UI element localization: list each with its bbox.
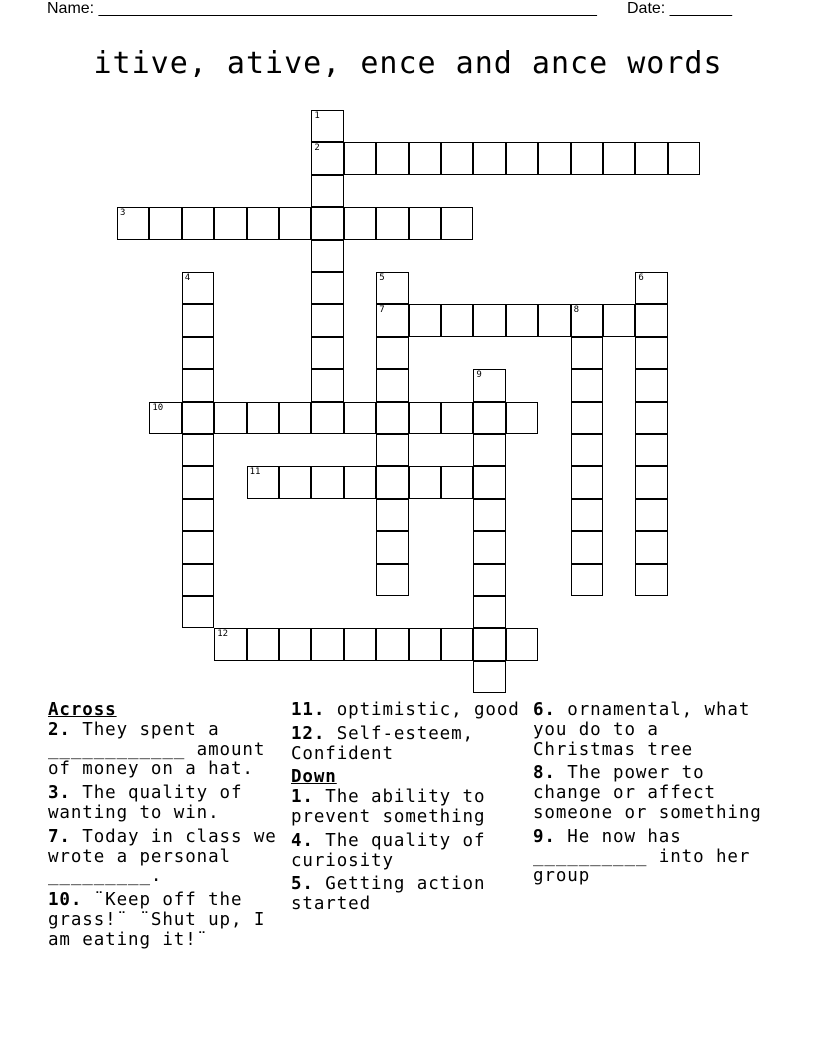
crossword-cell[interactable] [506,304,538,336]
crossword-cell[interactable] [635,402,667,434]
crossword-cell[interactable] [182,434,214,466]
date-field-label[interactable]: Date: _______ [627,0,732,17]
crossword-cell[interactable] [571,337,603,369]
crossword-cell[interactable] [571,564,603,596]
crossword-cell[interactable] [247,207,279,239]
clue-item: 5. Getting action started [291,874,486,915]
crossword-cell[interactable] [441,304,473,336]
crossword-cell[interactable] [182,304,214,336]
crossword-cell[interactable] [311,175,343,207]
clue-item: 9. He now has __________ into her group [533,826,751,887]
crossword-cell[interactable] [311,272,343,304]
crossword-cell[interactable] [441,466,473,498]
crossword-cell[interactable] [571,499,603,531]
crossword-cell[interactable] [376,499,408,531]
down-heading: Down [291,767,337,788]
crossword-cell[interactable] [473,628,505,660]
crossword-cell[interactable] [149,402,181,434]
clue-item: 10. ¨Keep off the grass!¨ ¨Shut up, I am eating it!¨ [48,890,266,950]
crossword-cell[interactable] [279,466,311,498]
crossword-cell[interactable] [635,304,667,336]
crossword-cell[interactable] [182,337,214,369]
crossword-cell[interactable] [473,434,505,466]
crossword-cell[interactable] [344,466,376,498]
crossword-cell[interactable] [376,337,408,369]
crossword-cell[interactable] [311,304,343,336]
crossword-cell[interactable] [311,142,343,174]
crossword-cell[interactable] [635,369,667,401]
crossword-cell[interactable] [506,142,538,174]
crossword-cell[interactable] [311,240,343,272]
crossword-cell[interactable] [279,402,311,434]
crossword-cell[interactable] [571,142,603,174]
crossword-cell[interactable] [247,466,279,498]
crossword-cell[interactable] [409,142,441,174]
crossword-cell[interactable] [214,402,246,434]
crossword-cell[interactable] [214,628,246,660]
crossword-cell[interactable] [182,402,214,434]
across-heading: Across [48,700,117,720]
crossword-cell[interactable] [473,564,505,596]
crossword-cell[interactable] [635,499,667,531]
crossword-cell[interactable] [376,304,408,336]
crossword-cell[interactable] [311,369,343,401]
crossword-cell[interactable] [571,531,603,563]
cell-number: 6 [638,273,644,283]
crossword-cell[interactable] [344,207,376,239]
crossword-cell[interactable] [571,369,603,401]
crossword-cell[interactable] [311,207,343,239]
crossword-cell[interactable] [344,402,376,434]
crossword-cell[interactable] [538,142,570,174]
crossword-cell[interactable] [247,402,279,434]
cell-number: 4 [184,273,191,283]
crossword-cell[interactable] [409,304,441,336]
clue-item: 2. They spent a ____________ amount of money on a hat. [48,719,266,780]
cell-number: 9 [476,370,482,381]
crossword-cell[interactable] [635,142,667,174]
crossword-cell[interactable] [117,207,149,239]
crossword-cell[interactable] [376,434,408,466]
crossword-cell[interactable] [247,628,279,660]
crossword-cell[interactable] [473,499,505,531]
clue-item: 4. The quality of curiosity [291,830,486,871]
clues-column-3 [533,701,773,891]
crossword-cell[interactable] [571,304,603,336]
crossword-cell[interactable] [376,207,408,239]
clue-item: 6. ornamental, what you do to a Christmas tree [533,700,751,760]
crossword-cell[interactable] [473,304,505,336]
crossword-cell[interactable] [214,207,246,239]
crossword-cell[interactable] [311,402,343,434]
crossword-cell[interactable] [571,466,603,498]
crossword-cell[interactable] [668,142,700,174]
crossword-cell[interactable] [182,272,214,304]
crossword-cell[interactable] [182,466,214,498]
crossword-cell[interactable] [182,369,214,401]
crossword-cell[interactable] [311,466,343,498]
clue-item: 3. The quality of wanting to win. [48,783,243,823]
crossword-cell[interactable] [473,369,505,401]
cell-number: 12 [217,629,229,640]
crossword-cell[interactable] [441,142,473,174]
crossword-cell[interactable] [182,207,214,239]
cell-number: 11 [249,467,261,478]
cell-number: 3 [120,208,126,219]
cell-number: 8 [573,305,580,316]
page-title: itive, ative, ence and ance words [93,46,723,81]
crossword-cell[interactable] [473,661,505,693]
crossword-cell[interactable] [635,434,667,466]
clue-item: 11. optimistic, good [291,700,520,720]
crossword-cell[interactable] [279,628,311,660]
clue-item: 12. Self-esteem, Confident [291,723,474,764]
crossword-cell[interactable] [635,337,667,369]
clues-column-1 [48,701,284,955]
crossword-cell[interactable] [279,207,311,239]
crossword-cell[interactable] [409,628,441,660]
crossword-cell[interactable] [409,466,441,498]
cell-number: 1 [314,111,320,121]
clues-column-2 [291,701,521,919]
crossword-cell[interactable] [473,142,505,174]
crossword-cell[interactable] [473,402,505,434]
crossword-cell[interactable] [635,466,667,498]
crossword-cell[interactable] [376,272,408,304]
name-field-label[interactable]: Name: ________________________________________________________ [47,0,597,17]
crossword-cell[interactable] [376,142,408,174]
clue-item: 7. Today in class we wrote a personal _________. [48,826,277,887]
crossword-cell[interactable] [311,110,343,142]
crossword-cell[interactable] [635,531,667,563]
crossword-cell[interactable] [311,337,343,369]
crossword-cell[interactable] [376,531,408,563]
crossword-cell[interactable] [506,402,538,434]
crossword-cell[interactable] [182,596,214,628]
crossword-cell[interactable] [376,628,408,660]
crossword-cell[interactable] [635,272,667,304]
crossword-cell[interactable] [376,466,408,498]
crossword-cell[interactable] [376,402,408,434]
crossword-cell[interactable] [603,304,635,336]
clue-item: 8. The power to change or affect someone or something [533,763,762,823]
crossword-cell[interactable] [571,434,603,466]
cell-number: 5 [379,273,385,283]
crossword-cell[interactable] [182,564,214,596]
cell-number: 10 [152,402,164,413]
clue-item: 1. The ability to prevent something [291,787,486,827]
crossword-cell[interactable] [473,466,505,498]
cell-number: 2 [314,143,320,154]
crossword-cell[interactable] [473,596,505,628]
crossword-cell[interactable] [441,628,473,660]
crossword-cell[interactable] [441,207,473,239]
crossword-cell[interactable] [603,142,635,174]
crossword-cell[interactable] [344,142,376,174]
crossword-cell[interactable] [473,531,505,563]
crossword-cell[interactable] [506,628,538,660]
crossword-cell[interactable] [571,402,603,434]
crossword-cell[interactable] [538,304,570,336]
crossword-cell[interactable] [635,564,667,596]
crossword-cell[interactable] [376,369,408,401]
cell-number: 7 [379,305,385,316]
crossword-cell[interactable] [409,207,441,239]
crossword-cell[interactable] [344,628,376,660]
crossword-cell[interactable] [441,402,473,434]
crossword-cell[interactable] [182,499,214,531]
crossword-cell[interactable] [376,564,408,596]
crossword-cell[interactable] [409,402,441,434]
crossword-cell[interactable] [149,207,181,239]
crossword-cell[interactable] [311,628,343,660]
crossword-cell[interactable] [182,531,214,563]
